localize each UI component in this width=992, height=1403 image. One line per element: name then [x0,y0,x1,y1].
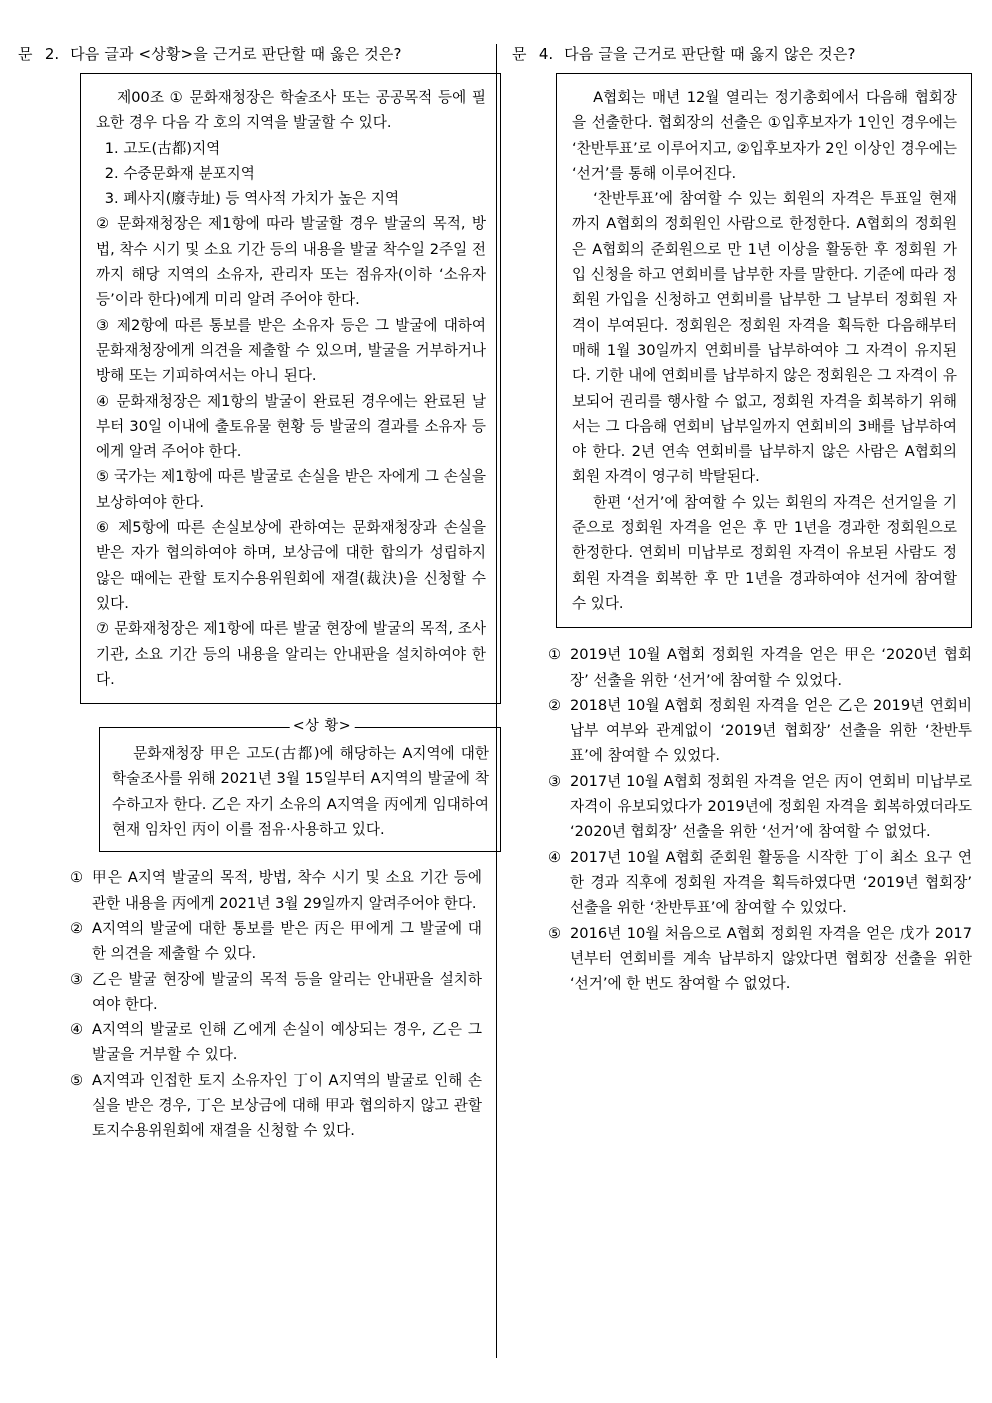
left-column [18,44,489,1144]
article-paragraph-3: 한편 ‘선거’에 참여할 수 있는 회원의 자격은 선거일을 기준으로 정회원 자격을 얻은 후 만 1년을 경과한 정회원으로 한정한다. 연회비 미납부로 정회원 자격이 유보된 사람도 정회원 자격을 회복한 후 만 1년을 경과하여야 선거에 참여할 수 있다. [572,493,957,612]
law-clause-5: ⑤ 국가는 제1항에 따른 발굴로 손실을 받은 자에게 그 손실을 보상하여야 한다. [96,468,486,511]
choice-item[interactable] [548,769,972,845]
choice-item[interactable] [70,865,482,916]
choice-marker: ④ [548,848,562,866]
question-prompt: 다음 글과 <상황>을 근거로 판단할 때 옳은 것은? [70,45,402,63]
choice-marker: ④ [70,1021,84,1039]
choice-marker: ② [70,919,84,937]
choice-text: 甲은 A지역 발굴의 목적, 방법, 착수 시기 및 소요 기간 등에 관한 내용을 丙에게 2021년 3월 29일까지 알려주어야 한다. [92,869,482,912]
choice-text: 2018년 10월 A협회 정회원 자격을 얻은 乙은 2019년 연회비 납부 여부와 관계없이 ‘2019년 협회장’ 선출을 위한 ‘찬반투표’에 참여할 수 있었다. [570,696,972,765]
question-2-heading [18,44,478,64]
question-4-choices [548,642,972,996]
article-passage-box [556,73,972,628]
law-item-1: 1. 고도(古都)지역 [104,139,221,157]
choice-marker: ① [548,646,562,664]
right-column [512,44,972,996]
situation-text: 문화재청장 甲은 고도(古都)에 해당하는 A지역에 대한 학술조사를 위해 2021년 3월 15일부터 A지역의 발굴에 착수하고자 한다. 乙은 자기 소유의 A지역을 丙에게 임대하여 현재 임차인 丙이 이를 점유·사용하고 있다. [112,745,489,839]
law-item-2: 2. 수중문화재 분포지역 [104,164,255,182]
choice-marker: ③ [70,970,84,988]
choice-item[interactable] [548,642,972,693]
law-clause-7: ⑦ 문화재청장은 제1항에 따른 발굴 현장에 발굴의 목적, 조사기관, 소요 기간 등의 내용을 알리는 안내판을 설치하여야 한다. [96,620,486,688]
choice-text: A지역의 발굴로 인해 乙에게 손실이 예상되는 경우, 乙은 그 발굴을 거부할 수 있다. [92,1021,482,1064]
question-prompt: 다음 글을 근거로 판단할 때 옳지 않은 것은? [564,45,856,63]
choice-marker: ⑤ [70,1071,84,1089]
situation-section [99,718,501,852]
choice-marker: ① [70,869,84,887]
question-label: 문 [18,45,34,63]
law-item-3: 3. 폐사지(廢寺址) 등 역사적 가치가 높은 지역 [104,190,400,208]
question-2-choices [70,865,482,1143]
law-clause-3: ③ 제2항에 따른 통보를 받은 소유자 등은 그 발굴에 대하여 문화재청장에게 의견을 제출할 수 있으며, 발굴을 거부하거나 방해 또는 기피하여서는 아니 된다. [96,316,486,385]
choice-marker: ③ [548,772,562,790]
choice-marker: ② [548,696,562,714]
law-clause-1: 제00조 ① 문화재청장은 학술조사 또는 공공목적 등에 필요한 경우 다음 각 호의 지역을 발굴할 수 있다. [96,89,486,132]
law-clause-2: ② 문화재청장은 제1항에 따라 발굴할 경우 발굴의 목적, 방법, 착수 시기 및 소요 기간 등의 내용을 발굴 착수일 2주일 전까지 해당 지역의 소유자, 관리자 또는 점유자(이하 ‘소유자 등’이라 한다)에게 미리 알려 주어야 한다. [96,215,486,309]
choice-item[interactable] [548,845,972,921]
law-passage-box [80,73,501,704]
choice-item[interactable] [70,916,482,967]
law-clause-4: ④ 문화재청장은 제1항의 발굴이 완료된 경우에는 완료된 날부터 30일 이내에 출토유물 현황 등 발굴의 결과를 소유자 등에게 알려 주어야 한다. [96,392,486,461]
situation-caption: <상 황> [290,718,355,734]
choice-item[interactable] [548,693,972,769]
choice-text: 2019년 10월 A협회 정회원 자격을 얻은 甲은 ‘2020년 협회장’ 선출을 위한 ‘선거’에 참여할 수 있었다. [570,646,972,689]
article-paragraph-1: A협회는 매년 12월 열리는 정기총회에서 다음해 협회장을 선출한다. 협회장의 선출은 ①입후보자가 1인인 경우에는 ‘찬반투표’로 이루어지고, ②입후보자가 2인 이상인 경우에는 ‘선거’를 통해 이루어진다. [572,89,957,182]
choice-text: A지역과 인접한 토지 소유자인 丁이 A지역의 발굴로 인해 손실을 받은 경우, 丁은 보상금에 대해 甲과 협의하지 않고 관할 토지수용위원회에 재결을 신청할 수 있다. [92,1071,482,1140]
choice-marker: ⑤ [548,924,562,942]
choice-text: A지역의 발굴에 대한 통보를 받은 丙은 甲에게 그 발굴에 대한 의견을 제출할 수 있다. [92,919,482,963]
choice-text: 乙은 발굴 현장에 발굴의 목적 등을 알리는 안내판을 설치하여야 한다. [92,970,482,1013]
choice-item[interactable] [70,1017,482,1068]
question-4-heading [512,44,972,64]
choice-text: 2016년 10월 처음으로 A협회 정회원 자격을 얻은 戊가 2017년부터 연회비를 계속 납부하지 않았다면 협회장 선출을 위한 ‘선거’에 한 번도 참여할 수 없었다. [570,924,972,993]
choice-item[interactable] [70,1068,482,1144]
law-clause-6: ⑥ 제5항에 따른 손실보상에 관하여는 문화재청장과 손실을 받은 자가 협의하여야 하며, 보상금에 대한 합의가 성립하지 않은 때에는 관할 토지수용위원회에 재결(裁決)을 신청할 수 있다. [96,519,486,612]
situation-box [99,727,501,852]
choice-item[interactable] [548,921,972,997]
choice-item[interactable] [70,967,482,1018]
question-number: 4. [538,45,554,63]
choice-text: 2017년 10월 A협회 준회원 활동을 시작한 丁이 최소 요구 연한 경과 직후에 정회원 자격을 획득하였다면 ‘2019년 협회장’ 선출을 위한 ‘찬반투표’에 참여할 수 있었다. [570,848,972,917]
article-paragraph-2: ‘찬반투표’에 참여할 수 있는 회원의 자격은 투표일 현재까지 A협회의 정회원인 사람으로 한정한다. A협회의 정회원은 A협회의 준회원으로 만 1년 이상을 활동한 후 정회원 가입 신청을 하고 연회비를 납부한 자를 말한다. 기준에 따라 정회원 가입을 신청하고 연회비를 납부한 그 날부터 정회원 자격이 부여된다. 정회원은 정회원 자격을 획득한 다음해부터 매해 1월 30일까지 연회비를 납부하여야 그 자격이 유지된다. 기한 내에 연회비를 납부하지 않은 정회원은 그 자격이 유보되어 권리를 행사할 수 없고, 정회원 자격을 회복하기 위해서는 그 다음해 연회비 납부일까지 연회비의 3배를 납부하여야 한다. 2년 연속 연회비를 납부하지 않은 사람은 A협회의 회원 자격이 영구히 박탈된다. [572,190,957,486]
choice-text: 2017년 10월 A협회 정회원 자격을 얻은 丙이 연회비 미납부로 자격이 유보되었다가 2019년에 정회원 자격을 회복하였더라도 ‘2020년 협회장’ 선출을 위한 ‘선거’에 참여할 수 없었다. [570,772,972,841]
question-label: 문 [512,45,528,63]
question-number: 2. [44,45,60,63]
